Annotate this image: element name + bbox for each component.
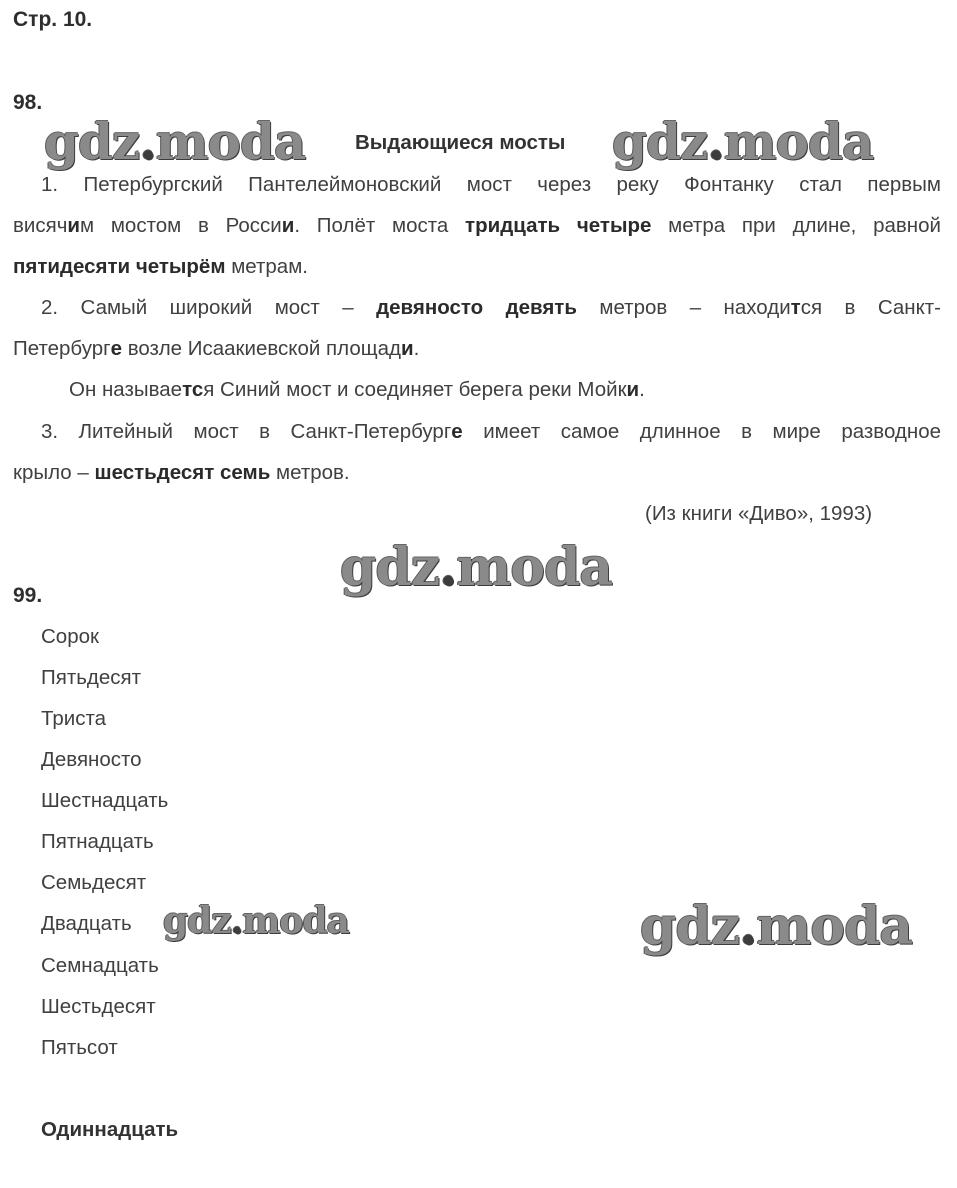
list-item: Двадцать	[41, 912, 132, 935]
answer-word: Одиннадцать	[41, 1118, 179, 1141]
exercise-98-title: Выдающиеся мосты	[355, 131, 566, 154]
page-label: Стр. 10.	[13, 8, 93, 31]
p2-line-2: Петербурге возле Исаакиевской площади.	[13, 337, 420, 360]
exercise-98-number: 98.	[13, 91, 43, 114]
list-item: Девяносто	[41, 748, 142, 771]
list-item: Пятьсот	[41, 1036, 118, 1059]
p1-line-1: 1. Петербургский Пантелеймоновский мост через реку Фонтанку стал первым	[41, 173, 941, 196]
list-item: Семьдесят	[41, 871, 147, 894]
p4-line-1: 3. Литейный мост в Санкт-Петербурге имеет самое длинное в мире разводное	[41, 420, 941, 443]
watermark-logo: gdz.moda	[163, 900, 349, 942]
watermark-logo: gdz.moda	[44, 112, 306, 171]
watermark-logo: gdz.moda	[640, 896, 913, 957]
exercise-99-number: 99.	[13, 584, 43, 607]
p2-line-1: 2. Самый широкий мост – девяносто девять метров – находится в Санкт-	[41, 296, 941, 319]
list-item: Шестнадцать	[41, 789, 169, 812]
source-citation: (Из книги «Диво», 1993)	[645, 502, 873, 525]
watermark-logo: gdz.moda	[340, 537, 613, 598]
list-item: Пятнадцать	[41, 830, 154, 853]
list-item: Семнадцать	[41, 954, 159, 977]
p1-line-2: висячим мостом в России. Полёт моста тридцать четыре метра при длине, равной	[13, 214, 941, 237]
p3-line-1: Он называется Синий мост и соединяет берега реки Мойки.	[69, 378, 645, 401]
list-item: Пятьдесят	[41, 666, 142, 689]
list-item: Сорок	[41, 625, 99, 648]
p1-line-3: пятидесяти четырём метрам.	[13, 255, 308, 278]
list-item: Триста	[41, 707, 107, 730]
p4-line-2: крыло – шестьдесят семь метров.	[13, 461, 350, 484]
watermark-logo: gdz.moda	[612, 112, 874, 171]
list-item: Шестьдесят	[41, 995, 156, 1018]
